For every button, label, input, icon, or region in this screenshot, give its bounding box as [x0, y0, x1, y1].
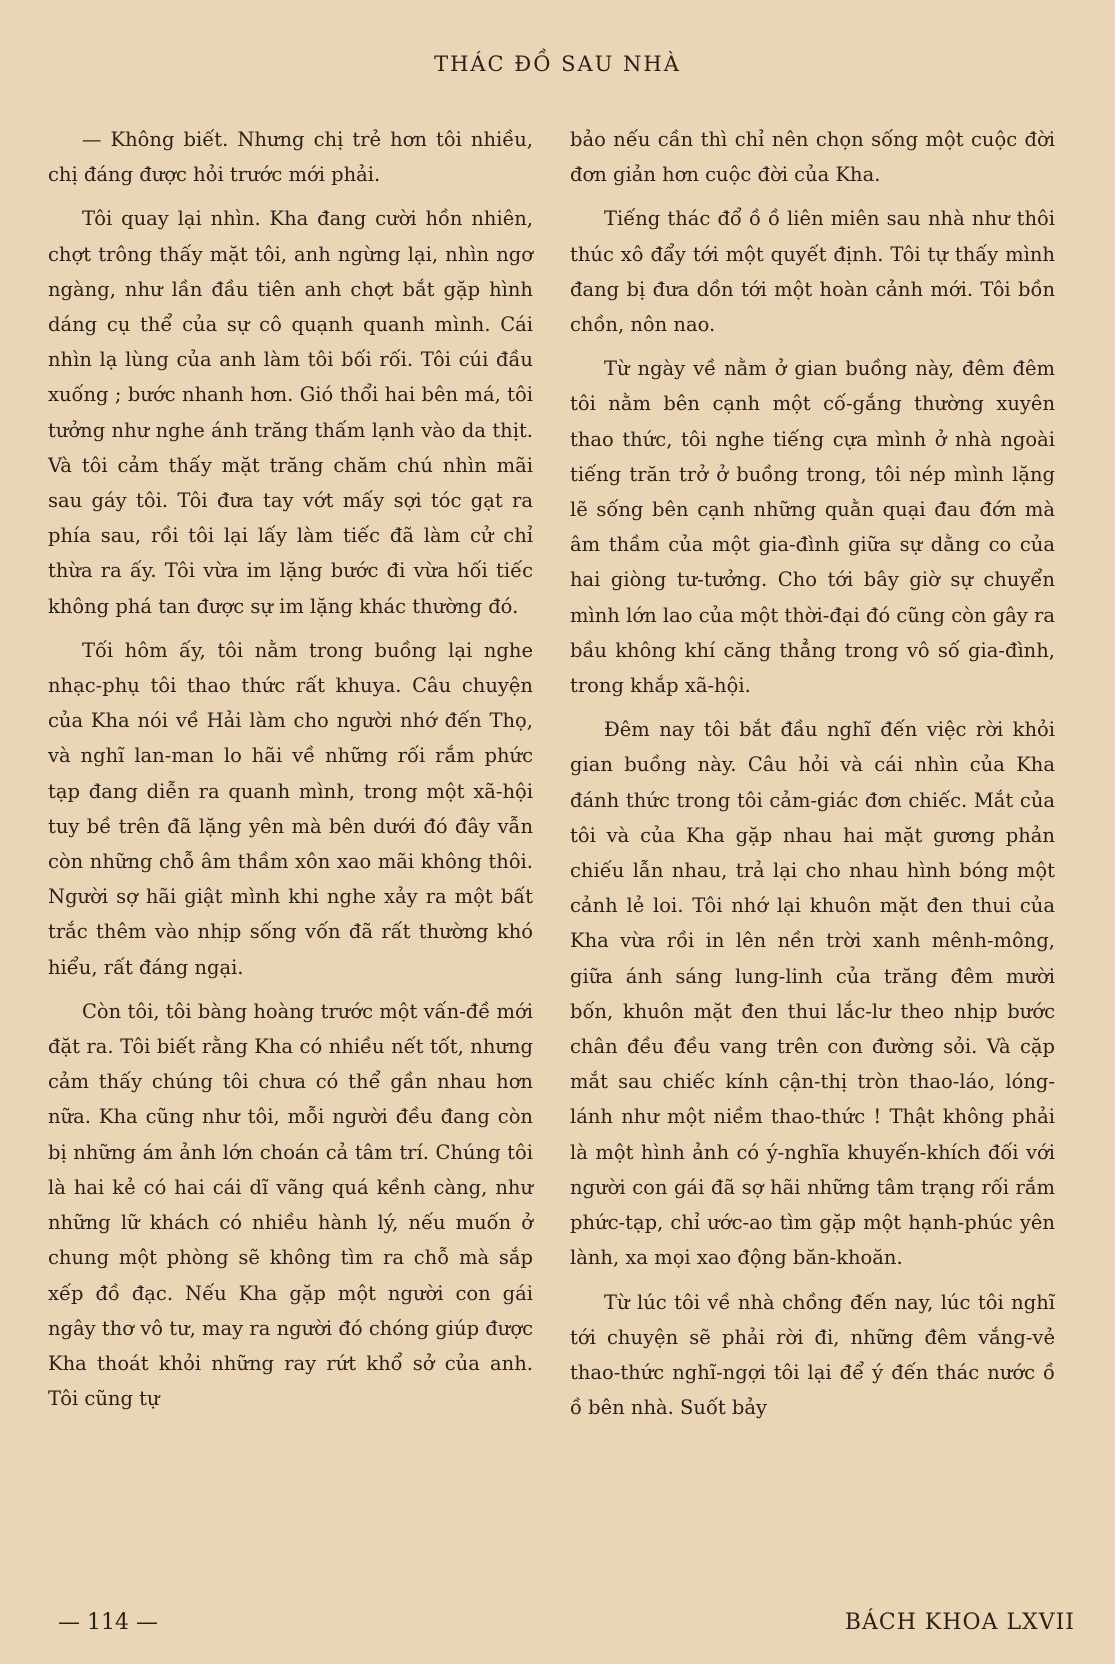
right-column: [570, 122, 1055, 1434]
page-number: — 114 —: [58, 1610, 158, 1635]
paragraph: Tối hôm ấy, tôi nằm trong buồng lại nghe nhạc-phụ tôi thao thức rất khuya. Câu chuyện của Kha nói về Hải làm cho người nhớ đến Thọ, và nghĩ lan-man lo hãi về những rối rắm phức tạp đang diễn ra quanh mình, trong một xã-hội tuy bề trên đã lặng yên mà bên dưới đó đây vẫn còn những chỗ âm thầm xôn xao mãi không thôi. Người sợ hãi giật mình khi nghe xảy ra một bất trắc thêm vào nhịp sống vốn đã rất thường khó hiểu, rất đáng ngại.: [48, 638, 533, 979]
journal-name: BÁCH KHOA LXVII: [844, 1610, 1075, 1635]
paragraph: Đêm nay tôi bắt đầu nghĩ đến việc rời khỏi gian buồng này. Câu hỏi và cái nhìn của Kha đánh thức trong tôi cảm-giác đơn chiếc. Mắt của tôi và của Kha gặp nhau hai mặt gương phản chiếu lẫn nhau, trả lại cho nhau hình bóng một cảnh lẻ loi. Tôi nhớ lại khuôn mặt đen thui của Kha vừa rồi in lên nền trời xanh mênh-mông, giữa ánh sáng lung-linh của trăng đêm mười bốn, khuôn mặt đen thui lắc-lư theo nhịp bước chân đều đều vang trên con đường sỏi. Và cặp mắt sau chiếc kính cận-thị tròn thao-láo, lóng-lánh như một niềm thao-thức ! Thật không phải là một hình ảnh có ý-nghĩa khuyến-khích đối với người con gái đã sợ hãi những tâm trạng rối rắm phức-tạp, chỉ ước-ao tìm gặp một hạnh-phúc yên lành, xa mọi xao động băn-khoăn.: [570, 718, 1055, 1270]
page-footer: [0, 1610, 1115, 1650]
paragraph: Tiếng thác đổ ồ ồ liên miên sau nhà như thôi thúc xô đẩy tới một quyết định. Tôi tự thấy mình đang bị đưa dồn tới một hoàn cảnh mới. Tôi bồn chồn, nôn nao.: [570, 207, 1055, 337]
paragraph: Tôi quay lại nhìn. Kha đang cười hồn nhiên, chợt trông thấy mặt tôi, anh ngừng lại, nhìn ngơ ngàng, như lần đầu tiên anh chợt bắt gặp hình dáng cụ thể của sự cô quạnh quanh mình. Cái nhìn lạ lùng của anh làm tôi bối rối. Tôi cúi đầu xuống ; bước nhanh hơn. Gió thổi hai bên má, tôi tưởng như nghe ánh trăng thấm lạnh vào da thịt. Và tôi cảm thấy mặt trăng chăm chú nhìn mãi sau gáy tôi. Tôi đưa tay vớt mấy sợi tóc gạt ra phía sau, rồi tôi lại lấy làm tiếc đã làm cử chỉ thừa ra ấy. Tôi vừa im lặng bước đi vừa hối tiếc không phá tan được sự im lặng khác thường đó.: [48, 207, 533, 618]
left-column: [48, 122, 533, 1425]
running-title: THÁC ĐỒ SAU NHÀ: [434, 52, 681, 76]
paragraph: Từ lúc tôi về nhà chồng đến nay, lúc tôi nghĩ tới chuyện sẽ phải rời đi, những đêm vắng-vẻ thao-thức nghĩ-ngợi tôi lại để ý đến thác nước ồ ồ bên nhà. Suốt bảy: [570, 1290, 1055, 1420]
paragraph-continued: bảo nếu cần thì chỉ nên chọn sống một cuộc đời đơn giản hơn cuộc đời của Kha.: [570, 128, 1055, 187]
paragraph: Còn tôi, tôi bàng hoàng trước một vấn-đề mới đặt ra. Tôi biết rằng Kha có nhiều nết tốt, nhưng cảm thấy chúng tôi chưa có thể gần nhau hơn nữa. Kha cũng như tôi, mỗi người đều đang còn bị những ám ảnh lớn choán cả tâm trí. Chúng tôi là hai kẻ có hai cái dĩ vãng quá kềnh càng, như những lữ khách có nhiều hành lý, nếu muốn ở chung một phòng sẽ không tìm ra chỗ mà sắp xếp đồ đạc. Nếu Kha gặp một người con gái ngây thơ vô tư, may ra người đó chóng giúp được Kha thoát khỏi những ray rứt khổ sở của anh. Tôi cũng tự: [48, 999, 533, 1411]
paragraph: — Không biết. Nhưng chị trẻ hơn tôi nhiều, chị đáng được hỏi trước mới phải.: [48, 128, 533, 187]
paragraph: Từ ngày về nằm ở gian buồng này, đêm đêm tôi nằm bên cạnh một cố-gắng thường xuyên thao thức, tôi nghe tiếng cựa mình ở nhà ngoài tiếng trăn trở ở buồng trong, tôi nép mình lặng lẽ sống bên cạnh những quằn quại đau đớn mà âm thầm của một gia-đình giữa sự dằng co của hai giòng tư-tưởng. Cho tới bây giờ sự chuyển mình lớn lao của một thời-đại đó cũng còn gây ra bầu không khí căng thẳng trong vô số gia-đình, trong khắp xã-hội.: [570, 357, 1055, 698]
